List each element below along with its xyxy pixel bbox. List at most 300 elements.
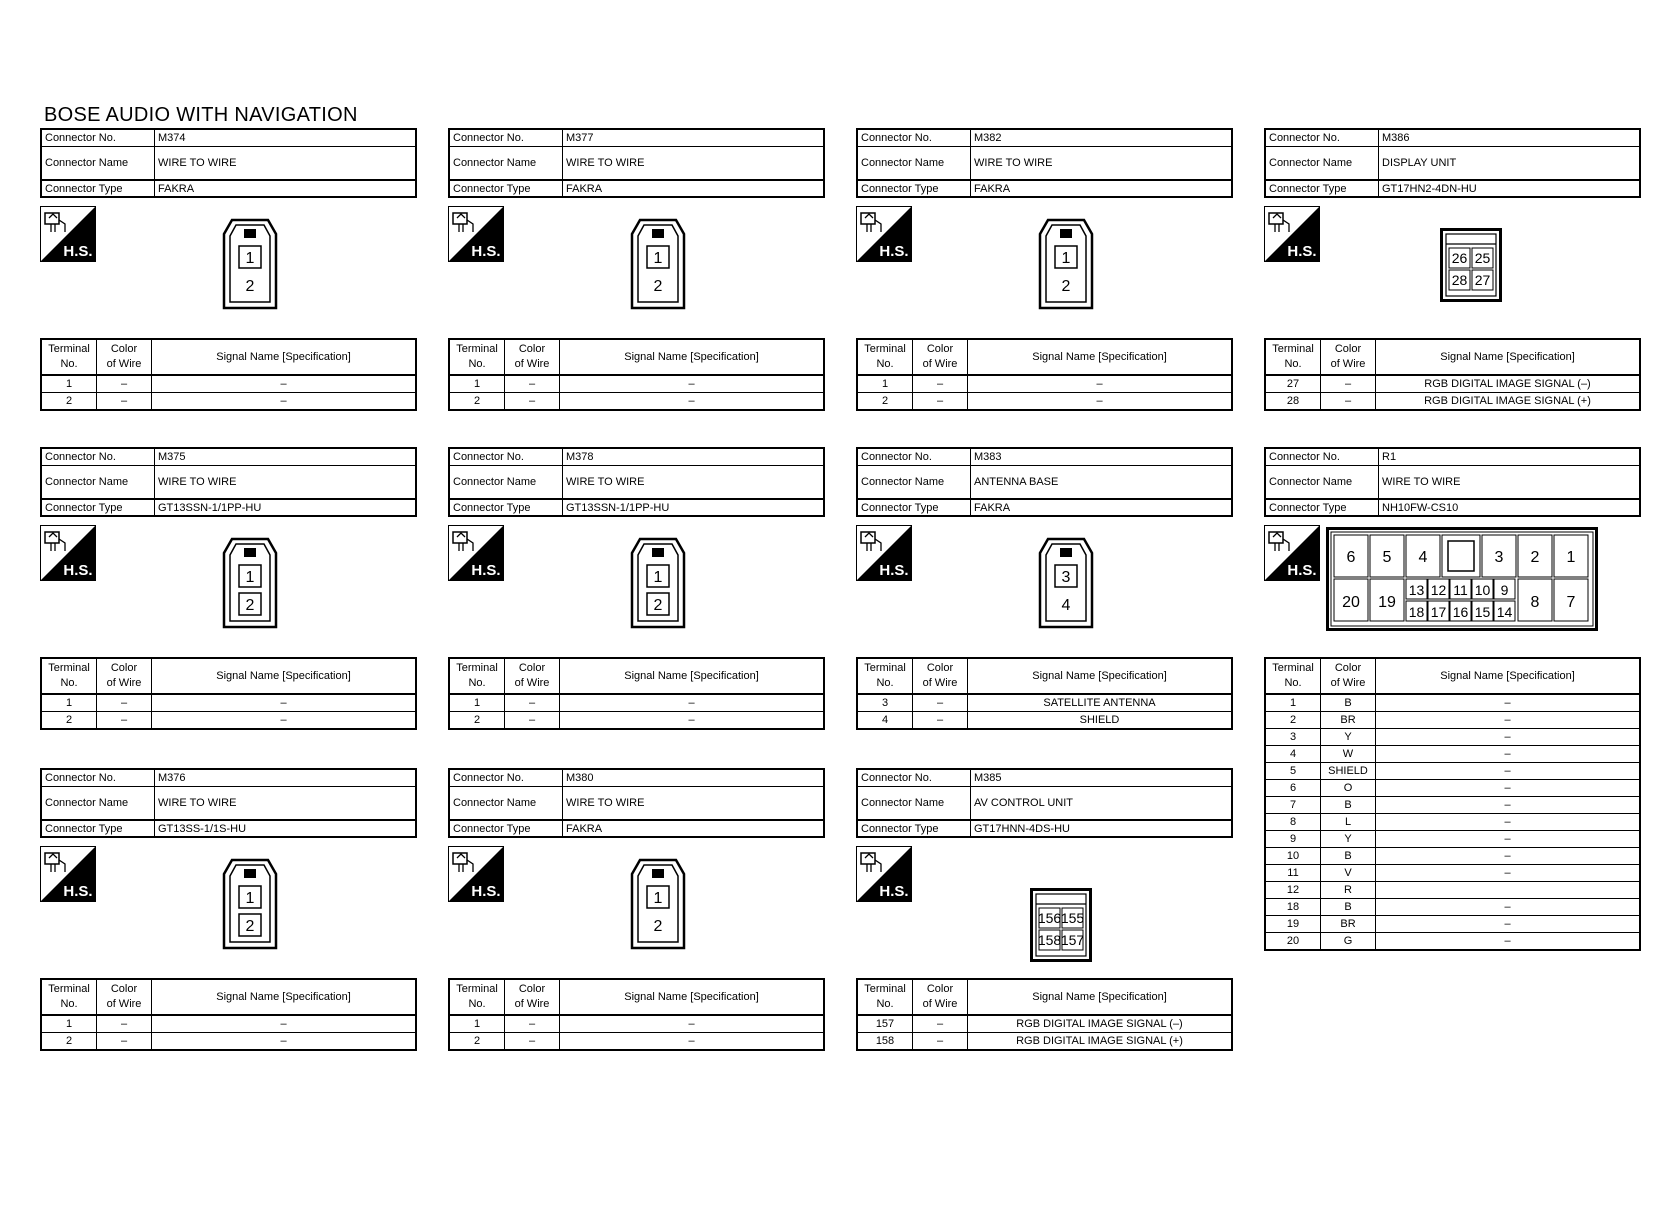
connector-no-label: Connector No. xyxy=(857,129,971,147)
terminal-no: 6 xyxy=(1265,780,1321,797)
signal-name: – xyxy=(968,375,1233,393)
signal-name: RGB DIGITAL IMAGE SIGNAL (+) xyxy=(1376,393,1641,411)
hs-label: H.S. xyxy=(1287,243,1317,260)
pin-label: 2 xyxy=(1530,549,1540,566)
connector-type-value: GT17HN2-4DN-HU xyxy=(1379,180,1641,197)
connector-no-label: Connector No. xyxy=(449,448,563,466)
pin-label: 155 xyxy=(1060,910,1085,926)
pin-label: 1 xyxy=(653,569,663,586)
color-header: Color of Wire xyxy=(913,658,968,694)
terminal-no: 20 xyxy=(1265,933,1321,951)
connector-info-table xyxy=(40,768,417,838)
connector-face xyxy=(630,537,686,629)
color-header: Color of Wire xyxy=(505,979,560,1015)
hs-label: H.S. xyxy=(1287,562,1317,579)
connector-name-value: WIRE TO WIRE xyxy=(1379,466,1641,500)
wire-color: – xyxy=(505,393,560,411)
table-row xyxy=(1265,375,1640,393)
connector-block-m380 xyxy=(448,768,825,1051)
wire-color: L xyxy=(1321,814,1376,831)
connector-block-m376 xyxy=(40,768,417,1051)
terminal-no: 2 xyxy=(1265,712,1321,729)
connector-no-value: M374 xyxy=(155,129,417,147)
table-row xyxy=(1265,933,1640,951)
signal-name: – xyxy=(1376,831,1641,848)
table-row xyxy=(1265,763,1640,780)
pin-label: 3 xyxy=(1061,569,1071,586)
connector-info-table xyxy=(1264,128,1641,198)
connector-face xyxy=(222,218,278,310)
connector-no-label: Connector No. xyxy=(857,448,971,466)
hs-label: H.S. xyxy=(879,883,909,900)
wire-color: O xyxy=(1321,780,1376,797)
wire-color: – xyxy=(505,375,560,393)
wire-color: – xyxy=(505,1033,560,1051)
signal-name: – xyxy=(1376,797,1641,814)
table-row xyxy=(449,393,824,411)
connector-type-label: Connector Type xyxy=(449,499,563,516)
wire-color: – xyxy=(505,1015,560,1033)
pin-label: 5 xyxy=(1382,549,1392,566)
terminal-no: 1 xyxy=(857,375,913,393)
connector-type-label: Connector Type xyxy=(41,820,155,837)
connector-info-table xyxy=(1264,447,1641,517)
pin-label: 1 xyxy=(653,250,663,267)
table-row xyxy=(857,375,1232,393)
signal-header: Signal Name [Specification] xyxy=(1376,658,1641,694)
connector-diagram xyxy=(1264,198,1641,338)
table-row xyxy=(1265,865,1640,882)
pin-label: 18 xyxy=(1408,604,1425,620)
wire-color: – xyxy=(97,694,152,712)
connector-name-label: Connector Name xyxy=(857,787,971,821)
connector-face xyxy=(1038,218,1094,310)
pin-label: 157 xyxy=(1060,932,1085,948)
signal-name: – xyxy=(1376,780,1641,797)
signal-name: RGB DIGITAL IMAGE SIGNAL (–) xyxy=(968,1015,1233,1033)
connector-no-value: M382 xyxy=(971,129,1233,147)
connector-name-value: WIRE TO WIRE xyxy=(563,466,825,500)
pin-label: 156 xyxy=(1037,910,1062,926)
terminal-no: 1 xyxy=(41,1015,97,1033)
connector-face xyxy=(1030,888,1092,962)
hs-label: H.S. xyxy=(471,562,501,579)
terminal-no: 1 xyxy=(41,694,97,712)
wire-color: – xyxy=(913,712,968,730)
pin-label: 26 xyxy=(1451,250,1468,266)
connector-info-table xyxy=(40,447,417,517)
connector-type-label: Connector Type xyxy=(857,499,971,516)
pin-label: 27 xyxy=(1474,272,1491,288)
connector-info-table xyxy=(856,768,1233,838)
connector-no-label: Connector No. xyxy=(449,769,563,787)
harness-side-icon xyxy=(448,525,504,581)
pin-label: 3 xyxy=(1494,549,1504,566)
signal-name xyxy=(1376,882,1641,899)
table-row xyxy=(1265,899,1640,916)
terminal-no: 1 xyxy=(1265,694,1321,712)
harness-side-icon xyxy=(40,525,96,581)
connector-type-value: FAKRA xyxy=(563,180,825,197)
signal-table xyxy=(40,978,417,1051)
table-row xyxy=(1265,694,1640,712)
terminal-no: 2 xyxy=(41,1033,97,1051)
harness-side-icon xyxy=(448,206,504,262)
wire-color: W xyxy=(1321,746,1376,763)
connector-type-value: NH10FW-CS10 xyxy=(1379,499,1641,516)
connector-type-value: FAKRA xyxy=(563,820,825,837)
connector-no-label: Connector No. xyxy=(857,769,971,787)
color-header: Color of Wire xyxy=(505,658,560,694)
table-row xyxy=(857,694,1232,712)
table-row xyxy=(1265,916,1640,933)
color-header: Color of Wire xyxy=(97,658,152,694)
connector-no-label: Connector No. xyxy=(1265,448,1379,466)
connector-name-label: Connector Name xyxy=(449,466,563,500)
wire-color: SHIELD xyxy=(1321,763,1376,780)
pin-label: 6 xyxy=(1346,549,1356,566)
signal-name: – xyxy=(1376,848,1641,865)
terminal-no: 2 xyxy=(449,712,505,730)
signal-name: – xyxy=(560,375,825,393)
connector-name-label: Connector Name xyxy=(449,787,563,821)
signal-name: – xyxy=(1376,814,1641,831)
connector-no-value: M385 xyxy=(971,769,1233,787)
pin-label: 15 xyxy=(1474,604,1491,620)
table-row xyxy=(449,694,824,712)
connector-name-value: DISPLAY UNIT xyxy=(1379,147,1641,181)
connector-diagram xyxy=(448,198,825,338)
harness-side-icon xyxy=(40,846,96,902)
connector-diagram xyxy=(448,838,825,978)
table-row xyxy=(41,694,416,712)
connector-info-table xyxy=(448,447,825,517)
signal-name: – xyxy=(560,1015,825,1033)
wire-color: – xyxy=(1321,393,1376,411)
connector-type-value: GT13SSN-1/1PP-HU xyxy=(155,499,417,516)
wire-color: B xyxy=(1321,899,1376,916)
signal-name: – xyxy=(152,393,417,411)
connector-info-table xyxy=(856,128,1233,198)
signal-header: Signal Name [Specification] xyxy=(968,339,1233,375)
connector-block-m378 xyxy=(448,447,825,730)
signal-name: RGB DIGITAL IMAGE SIGNAL (–) xyxy=(1376,375,1641,393)
signal-table xyxy=(856,978,1233,1051)
connector-block-m386 xyxy=(1264,128,1641,411)
connector-name-label: Connector Name xyxy=(857,147,971,181)
wire-color: BR xyxy=(1321,712,1376,729)
connector-block-r1 xyxy=(1264,447,1641,951)
connector-name-value: WIRE TO WIRE xyxy=(563,787,825,821)
connector-block-m383 xyxy=(856,447,1233,730)
signal-name: – xyxy=(152,375,417,393)
connector-name-label: Connector Name xyxy=(1265,147,1379,181)
signal-name: – xyxy=(152,712,417,730)
color-header: Color of Wire xyxy=(1321,658,1376,694)
wire-color: Y xyxy=(1321,729,1376,746)
connector-block-m377 xyxy=(448,128,825,411)
connector-diagram xyxy=(40,198,417,338)
terminal-no: 2 xyxy=(857,393,913,411)
connector-no-label: Connector No. xyxy=(449,129,563,147)
signal-table xyxy=(1264,657,1641,951)
wire-color: B xyxy=(1321,848,1376,865)
terminal-no: 5 xyxy=(1265,763,1321,780)
terminal-no: 11 xyxy=(1265,865,1321,882)
terminal-header: Terminal No. xyxy=(857,339,913,375)
terminal-header: Terminal No. xyxy=(41,339,97,375)
connector-face xyxy=(222,537,278,629)
color-header: Color of Wire xyxy=(97,339,152,375)
connector-face xyxy=(222,858,278,950)
terminal-header: Terminal No. xyxy=(857,658,913,694)
table-row xyxy=(1265,848,1640,865)
table-row xyxy=(857,712,1232,730)
signal-table xyxy=(1264,338,1641,411)
table-row xyxy=(1265,882,1640,899)
connector-block-m385 xyxy=(856,768,1233,1051)
pin-label: 19 xyxy=(1378,594,1396,611)
pin-label: 1 xyxy=(1061,250,1071,267)
terminal-no: 2 xyxy=(449,393,505,411)
connector-no-value: M380 xyxy=(563,769,825,787)
terminal-header: Terminal No. xyxy=(41,979,97,1015)
connector-diagram xyxy=(1264,517,1641,657)
table-row xyxy=(1265,814,1640,831)
wire-color: – xyxy=(97,375,152,393)
table-row xyxy=(449,375,824,393)
connector-no-label: Connector No. xyxy=(1265,129,1379,147)
wire-color: G xyxy=(1321,933,1376,951)
connector-no-label: Connector No. xyxy=(41,129,155,147)
connector-no-value: R1 xyxy=(1379,448,1641,466)
signal-header: Signal Name [Specification] xyxy=(560,339,825,375)
signal-table xyxy=(856,338,1233,411)
terminal-no: 9 xyxy=(1265,831,1321,848)
hs-label: H.S. xyxy=(63,562,93,579)
connector-block-m374 xyxy=(40,128,417,411)
connector-type-label: Connector Type xyxy=(41,180,155,197)
connector-name-label: Connector Name xyxy=(41,466,155,500)
connector-diagram xyxy=(40,517,417,657)
pin-label: 2 xyxy=(245,597,255,614)
connector-info-table xyxy=(448,128,825,198)
connector-face xyxy=(630,858,686,950)
color-header: Color of Wire xyxy=(1321,339,1376,375)
pin-label: 10 xyxy=(1474,582,1491,598)
table-row xyxy=(1265,393,1640,411)
signal-header: Signal Name [Specification] xyxy=(968,658,1233,694)
table-row xyxy=(1265,831,1640,848)
pin-label: 2 xyxy=(653,278,663,295)
connector-info-table xyxy=(856,447,1233,517)
hs-label: H.S. xyxy=(471,243,501,260)
signal-name: – xyxy=(1376,729,1641,746)
table-row xyxy=(41,375,416,393)
connector-block-m375 xyxy=(40,447,417,730)
signal-name: – xyxy=(1376,746,1641,763)
connector-type-value: GT13SSN-1/1PP-HU xyxy=(563,499,825,516)
terminal-no: 8 xyxy=(1265,814,1321,831)
pin-label: 14 xyxy=(1496,604,1513,620)
connector-no-label: Connector No. xyxy=(41,448,155,466)
signal-table xyxy=(448,338,825,411)
signal-header: Signal Name [Specification] xyxy=(560,658,825,694)
connector-type-value: FAKRA xyxy=(971,499,1233,516)
signal-header: Signal Name [Specification] xyxy=(1376,339,1641,375)
table-row xyxy=(41,712,416,730)
terminal-no: 3 xyxy=(1265,729,1321,746)
terminal-no: 18 xyxy=(1265,899,1321,916)
terminal-no: 3 xyxy=(857,694,913,712)
signal-name: RGB DIGITAL IMAGE SIGNAL (+) xyxy=(968,1033,1233,1051)
terminal-header: Terminal No. xyxy=(449,658,505,694)
wire-color: – xyxy=(505,712,560,730)
signal-header: Signal Name [Specification] xyxy=(968,979,1233,1015)
connector-face xyxy=(1440,228,1502,302)
terminal-no: 19 xyxy=(1265,916,1321,933)
signal-name: – xyxy=(152,694,417,712)
color-header: Color of Wire xyxy=(913,979,968,1015)
pin-label: 1 xyxy=(245,569,255,586)
terminal-no: 12 xyxy=(1265,882,1321,899)
connector-type-value: GT13SS-1/1S-HU xyxy=(155,820,417,837)
terminal-no: 1 xyxy=(449,375,505,393)
signal-table xyxy=(40,657,417,730)
wire-color: – xyxy=(97,1015,152,1033)
table-row xyxy=(41,1033,416,1051)
signal-name: – xyxy=(1376,712,1641,729)
wire-color: Y xyxy=(1321,831,1376,848)
pin-label: 25 xyxy=(1474,250,1491,266)
signal-table xyxy=(448,978,825,1051)
harness-side-icon xyxy=(856,846,912,902)
signal-header: Signal Name [Specification] xyxy=(152,979,417,1015)
terminal-no: 10 xyxy=(1265,848,1321,865)
wire-color: – xyxy=(913,393,968,411)
hs-label: H.S. xyxy=(63,243,93,260)
connector-no-value: M376 xyxy=(155,769,417,787)
pin-label: 4 xyxy=(1061,597,1071,614)
wire-color: B xyxy=(1321,694,1376,712)
pin-label: 1 xyxy=(1566,549,1576,566)
terminal-header: Terminal No. xyxy=(1265,658,1321,694)
color-header: Color of Wire xyxy=(505,339,560,375)
wire-color: – xyxy=(913,375,968,393)
page-title: BOSE AUDIO WITH NAVIGATION xyxy=(44,104,358,126)
connector-name-value: WIRE TO WIRE xyxy=(155,466,417,500)
signal-name: – xyxy=(1376,865,1641,882)
terminal-no: 7 xyxy=(1265,797,1321,814)
signal-name: – xyxy=(560,1033,825,1051)
wire-color: V xyxy=(1321,865,1376,882)
connector-face xyxy=(1038,537,1094,629)
wire-color: – xyxy=(505,694,560,712)
harness-side-icon xyxy=(856,525,912,581)
wire-color: – xyxy=(913,1015,968,1033)
signal-header: Signal Name [Specification] xyxy=(152,658,417,694)
connector-no-value: M375 xyxy=(155,448,417,466)
wire-color: – xyxy=(1321,375,1376,393)
table-row xyxy=(857,1033,1232,1051)
wire-color: BR xyxy=(1321,916,1376,933)
pin-label: 1 xyxy=(245,890,255,907)
color-header: Color of Wire xyxy=(97,979,152,1015)
terminal-header: Terminal No. xyxy=(449,979,505,1015)
connector-info-table xyxy=(448,768,825,838)
signal-table xyxy=(856,657,1233,730)
signal-name: SATELLITE ANTENNA xyxy=(968,694,1233,712)
table-row xyxy=(857,393,1232,411)
hs-label: H.S. xyxy=(471,883,501,900)
hs-label: H.S. xyxy=(879,562,909,579)
pin-label: 2 xyxy=(245,918,255,935)
table-row xyxy=(41,393,416,411)
signal-name: – xyxy=(1376,899,1641,916)
connector-name-label: Connector Name xyxy=(41,787,155,821)
table-row xyxy=(857,1015,1232,1033)
connector-name-label: Connector Name xyxy=(41,147,155,181)
connector-diagram xyxy=(856,198,1233,338)
terminal-no: 157 xyxy=(857,1015,913,1033)
pin-label: 7 xyxy=(1566,594,1576,611)
connector-name-value: ANTENNA BASE xyxy=(971,466,1233,500)
terminal-no: 4 xyxy=(1265,746,1321,763)
connector-type-label: Connector Type xyxy=(449,820,563,837)
signal-name: – xyxy=(1376,763,1641,780)
pin-label: 9 xyxy=(1500,582,1509,598)
pin-label: 17 xyxy=(1430,604,1447,620)
pin-label: 8 xyxy=(1530,594,1540,611)
connector-name-value: WIRE TO WIRE xyxy=(563,147,825,181)
connector-type-label: Connector Type xyxy=(1265,499,1379,516)
connector-diagram xyxy=(856,838,1233,978)
pin-label: 11 xyxy=(1453,582,1468,598)
connector-no-value: M386 xyxy=(1379,129,1641,147)
terminal-no: 1 xyxy=(41,375,97,393)
table-row xyxy=(449,1033,824,1051)
signal-header: Signal Name [Specification] xyxy=(560,979,825,1015)
terminal-header: Terminal No. xyxy=(1265,339,1321,375)
signal-name: – xyxy=(968,393,1233,411)
pin-label: 2 xyxy=(245,278,255,295)
connector-name-label: Connector Name xyxy=(449,147,563,181)
signal-name: – xyxy=(152,1015,417,1033)
connector-info-table xyxy=(40,128,417,198)
terminal-no: 2 xyxy=(449,1033,505,1051)
signal-name: – xyxy=(1376,694,1641,712)
pin-label: 13 xyxy=(1408,582,1425,598)
signal-name: – xyxy=(152,1033,417,1051)
pin-label: 1 xyxy=(653,890,663,907)
terminal-no: 158 xyxy=(857,1033,913,1051)
signal-name: – xyxy=(560,712,825,730)
connector-no-value: M383 xyxy=(971,448,1233,466)
connector-name-value: WIRE TO WIRE xyxy=(155,147,417,181)
signal-header: Signal Name [Specification] xyxy=(152,339,417,375)
connector-diagram xyxy=(448,517,825,657)
table-row xyxy=(449,712,824,730)
wire-color: – xyxy=(913,694,968,712)
connector-name-value: AV CONTROL UNIT xyxy=(971,787,1233,821)
terminal-no: 28 xyxy=(1265,393,1321,411)
terminal-no: 1 xyxy=(449,694,505,712)
table-row xyxy=(1265,729,1640,746)
connector-no-label: Connector No. xyxy=(41,769,155,787)
terminal-no: 27 xyxy=(1265,375,1321,393)
terminal-no: 1 xyxy=(449,1015,505,1033)
connector-diagram xyxy=(40,838,417,978)
